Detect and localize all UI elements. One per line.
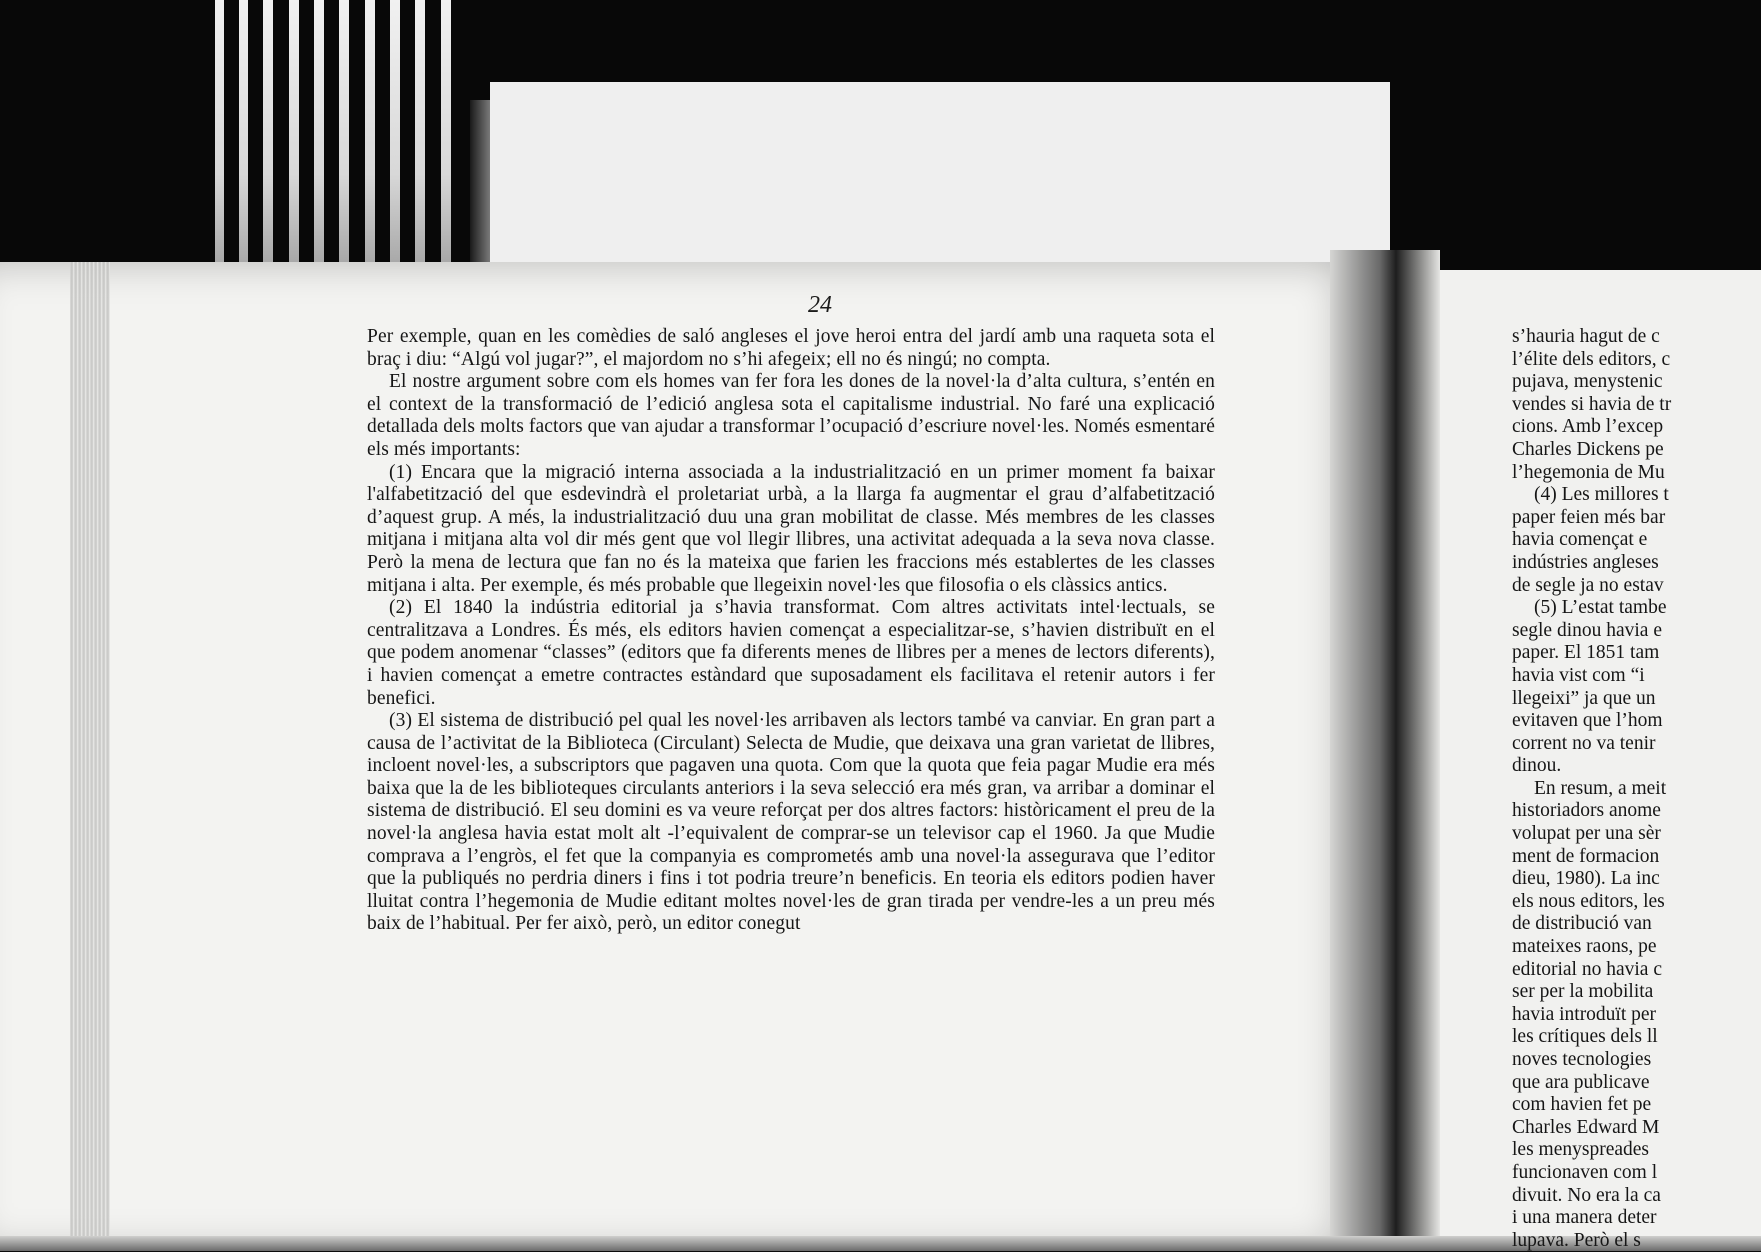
right-page-line: paper feien més bar: [1512, 506, 1666, 528]
right-page-line: l’hegemonia de Mu: [1512, 461, 1665, 483]
right-page-text: [1512, 326, 1761, 1252]
left-page-text: [367, 326, 1215, 936]
right-page-line: l’élite dels editors, c: [1512, 348, 1671, 370]
right-page-line: divuit. No era la ca: [1512, 1184, 1661, 1206]
paragraph: El nostre argument sobre com els homes van fer fora les dones de la novel·la d’alta cultura, s’entén en el context de la transformació de l’edició anglesa sota el capitalisme industrial. No faré una explicació detallada dels molts factors que van ajudar a transformar l’ocupació d’escriure novel·les. Només esmentaré els més importants:: [367, 371, 1215, 460]
right-page-line: i una manera deter: [1512, 1207, 1657, 1229]
right-page-line: vendes si havia de tr: [1512, 393, 1672, 415]
right-page-line: En resum, a meit: [1534, 777, 1667, 799]
right-page-line: indústries angleses: [1512, 551, 1659, 573]
right-page-line: segle dinou havia e: [1512, 619, 1662, 641]
right-page-line: corrent no va tenir: [1512, 732, 1656, 754]
bottom-edge: [0, 1236, 1761, 1251]
right-page-line: llegeixi” ja que un: [1512, 687, 1656, 709]
right-page-line: funcionaven com l: [1512, 1161, 1658, 1183]
right-page-line: pujava, menystenic: [1512, 371, 1663, 393]
right-page-line: lupava. Però el s: [1512, 1229, 1641, 1251]
right-page-line: historiadors anome: [1512, 800, 1661, 822]
right-page-line: Charles Dickens pe: [1512, 438, 1664, 460]
right-page-line: mateixes raons, pe: [1512, 936, 1657, 958]
list-item: (2) El 1840 la indústria editorial ja s’havia transformat. Com altres activitats intel·lectuals, se centralitzava a Londres. És més, els editors havien començat a especialitzar-se, s’havien distribuït en el que podem anomenar “classes” (editors que fa diferents menes de llibres per a menes de lectors diferents), i havien començat a emetre contractes estàndard que suposadament els facilitava el retenir autors i fer benefici.: [367, 597, 1215, 709]
right-page-line: ment de formacion: [1512, 845, 1660, 867]
right-page-line: les menyspreades: [1512, 1139, 1649, 1161]
striped-backdrop: [215, 0, 505, 290]
right-page-line: que ara publicave: [1512, 1071, 1650, 1093]
right-page-line: com havien fet pe: [1512, 1094, 1652, 1116]
right-page-line: ser per la mobilita: [1512, 981, 1654, 1003]
right-page-line: evitaven que l’hom: [1512, 710, 1663, 732]
right-page-line: dieu, 1980). La inc: [1512, 868, 1660, 890]
page-edges: [70, 262, 110, 1251]
right-page-line: paper. El 1851 tam: [1512, 642, 1660, 664]
right-page-line: editorial no havia c: [1512, 958, 1662, 980]
right-page-line: les crítiques dels ll: [1512, 1026, 1658, 1048]
page-number: 24: [808, 292, 832, 318]
right-page-line: (4) Les millores t: [1534, 484, 1669, 506]
right-page-line: Charles Edward M: [1512, 1116, 1660, 1138]
right-page-line: havia vist com “i: [1512, 664, 1645, 686]
paragraph: Per exemple, quan en les comèdies de saló angleses el jove heroi entra del jardí amb una raqueta sota el braç i diu: “Algú vol jugar?”, el majordom no s’hi afegeix; ell no és ningú; no compta.: [367, 326, 1215, 370]
right-page-line: de segle ja no estav: [1512, 574, 1664, 596]
right-page-line: volupat per una sèr: [1512, 823, 1661, 845]
right-page-line: (5) L’estat tambe: [1534, 597, 1667, 619]
right-page-line: s’hauria hagut de c: [1512, 326, 1660, 347]
right-page-line: de distribució van: [1512, 913, 1652, 935]
list-item: (3) El sistema de distribució pel qual les novel·les arribaven als lectors també va canviar. En gran part a causa de l’activitat de la Biblioteca (Circulant) Selecta de Mudie, que deixava una gran varietat de llibres, incloent novel·les, a subscriptors que pagaven una quota. Com que la quota que feia pagar Mudie era més baixa que la de les biblioteques circulants anteriors i la seva selecció era més gran, va arribar a dominar el sistema de distribució. El seu domini es va veure reforçat per dos altres factors: històricament el preu de la novel·la anglesa havia estat molt alt -l’equivalent de comprar-se un televisor cap el 1960. Ja que Mudie comprava a l’engròs, el fet que la companyia es comprometés amb una novel·la assegurava que l’editor que la publiqués no perdria diners i fins i tot podria treure’n beneficis. En teoria els editors podien haver lluitat contra l’hegemonia de Mudie editant moltes novel·les de gran tirada per vendre-les a un preu més baix de l’habitual. Per fer això, però, un editor conegut: [367, 710, 1215, 935]
right-page-line: havia introduït per: [1512, 1003, 1657, 1025]
list-item: (1) Encara que la migració interna associada a la industrialització en un primer moment fa baixar l'alfabetització del que esdevindrà el proletariat urbà, a la llarga fa augmentar el grau d’alfabetització d’aquest grup. A més, la industrialització duu una gran mobilitat de classe. Més membres de les classes mitjana i mitjana alta vol dir més gent que vol llegir llibres, una activitat adequada a la seva nova classe. Però la mena de lectura que fan no és la mateixa que farien les fraccions més establertes de les classes mitjana i alta. Per exemple, és més probable que llegeixin novel·les que filosofia o els clàssics antics.: [367, 461, 1215, 596]
right-page-line: havia començat e: [1512, 529, 1648, 551]
right-page-line: cions. Amb l’excep: [1512, 416, 1664, 438]
right-page-line: noves tecnologies: [1512, 1049, 1652, 1070]
right-page-line: dinou.: [1512, 755, 1562, 777]
right-page-line: els nous editors, les: [1512, 890, 1665, 912]
book-gutter: [1330, 250, 1440, 1251]
